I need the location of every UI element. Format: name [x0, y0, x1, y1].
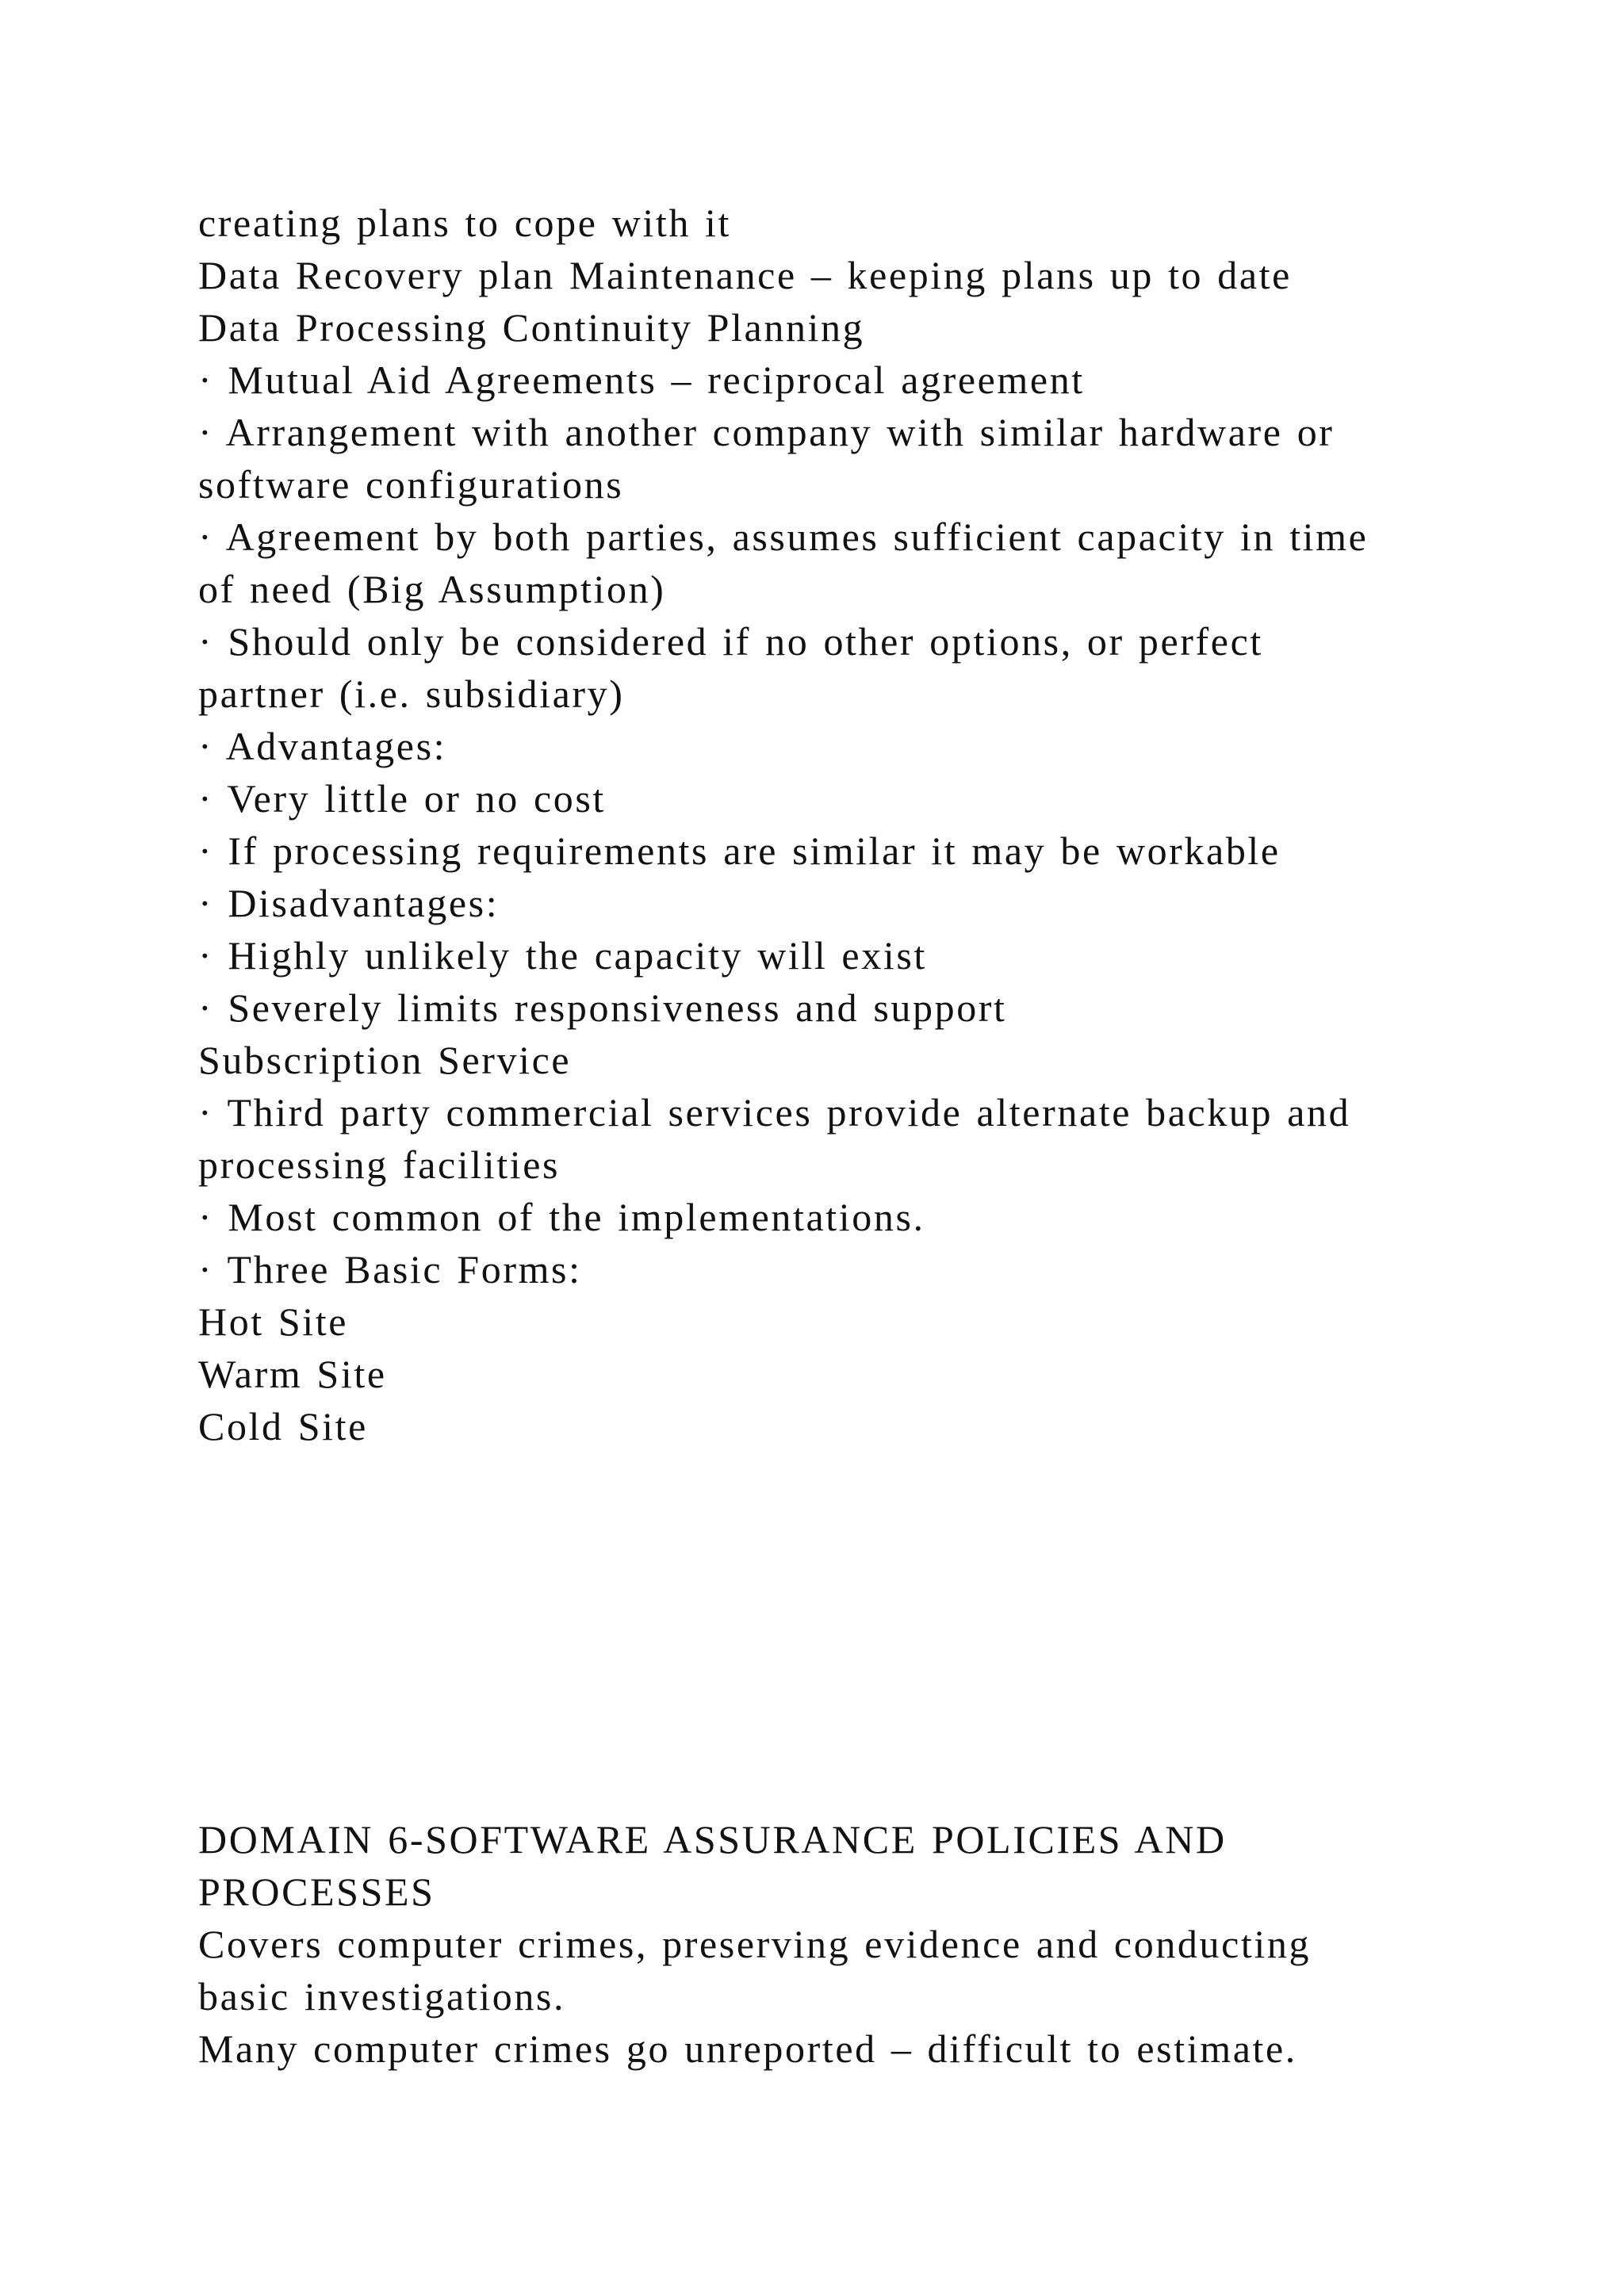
- section-heading: Data Processing Continuity Planning: [198, 305, 865, 350]
- list-item: Hot Site: [198, 1299, 349, 1344]
- bullet-item-continuation: of need (Big Assumption): [198, 567, 666, 611]
- bullet-item: · Advantages:: [198, 724, 447, 768]
- paragraph-line: Covers computer crimes, preserving evidence and conducting: [198, 1922, 1312, 1966]
- bullet-item: · Agreement by both parties, assumes sufficient capacity in time: [198, 515, 1369, 559]
- bullet-item: · Very little or no cost: [198, 776, 606, 821]
- bullet-item: · Severely limits responsiveness and support: [198, 985, 1007, 1030]
- domain-heading-continuation: PROCESSES: [198, 1869, 435, 1914]
- continuity-planning-section: [198, 197, 1467, 1452]
- domain-heading: DOMAIN 6-SOFTWARE ASSURANCE POLICIES AND: [198, 1817, 1227, 1862]
- paragraph-line: Many computer crimes go unreported – difficult to estimate.: [198, 2026, 1297, 2071]
- bullet-item-continuation: partner (i.e. subsidiary): [198, 672, 625, 716]
- list-item: Cold Site: [198, 1404, 368, 1448]
- bullet-item: · Three Basic Forms:: [198, 1247, 582, 1292]
- bullet-item-continuation: processing facilities: [198, 1142, 561, 1187]
- bullet-item: · Disadvantages:: [198, 881, 500, 925]
- bullet-item-continuation: software configurations: [198, 462, 624, 507]
- bullet-item: · Should only be considered if no other options, or perfect: [198, 619, 1263, 664]
- bullet-item: · Third party commercial services provide alternate backup and: [198, 1090, 1351, 1135]
- text-line: creating plans to cope with it: [198, 201, 732, 245]
- domain-6-section: [198, 1813, 1467, 2075]
- bullet-item: · Mutual Aid Agreements – reciprocal agreement: [198, 358, 1085, 402]
- list-item: Warm Site: [198, 1352, 387, 1396]
- paragraph-line: basic investigations.: [198, 1974, 566, 2019]
- section-heading: Subscription Service: [198, 1038, 572, 1082]
- bullet-item: · Arrangement with another company with similar hardware or: [198, 410, 1335, 454]
- bullet-item: · If processing requirements are similar it may be workable: [198, 828, 1281, 873]
- bullet-item: · Highly unlikely the capacity will exist: [198, 933, 927, 978]
- text-line: Data Recovery plan Maintenance – keeping plans up to date: [198, 253, 1292, 297]
- bullet-item: · Most common of the implementations.: [198, 1195, 925, 1239]
